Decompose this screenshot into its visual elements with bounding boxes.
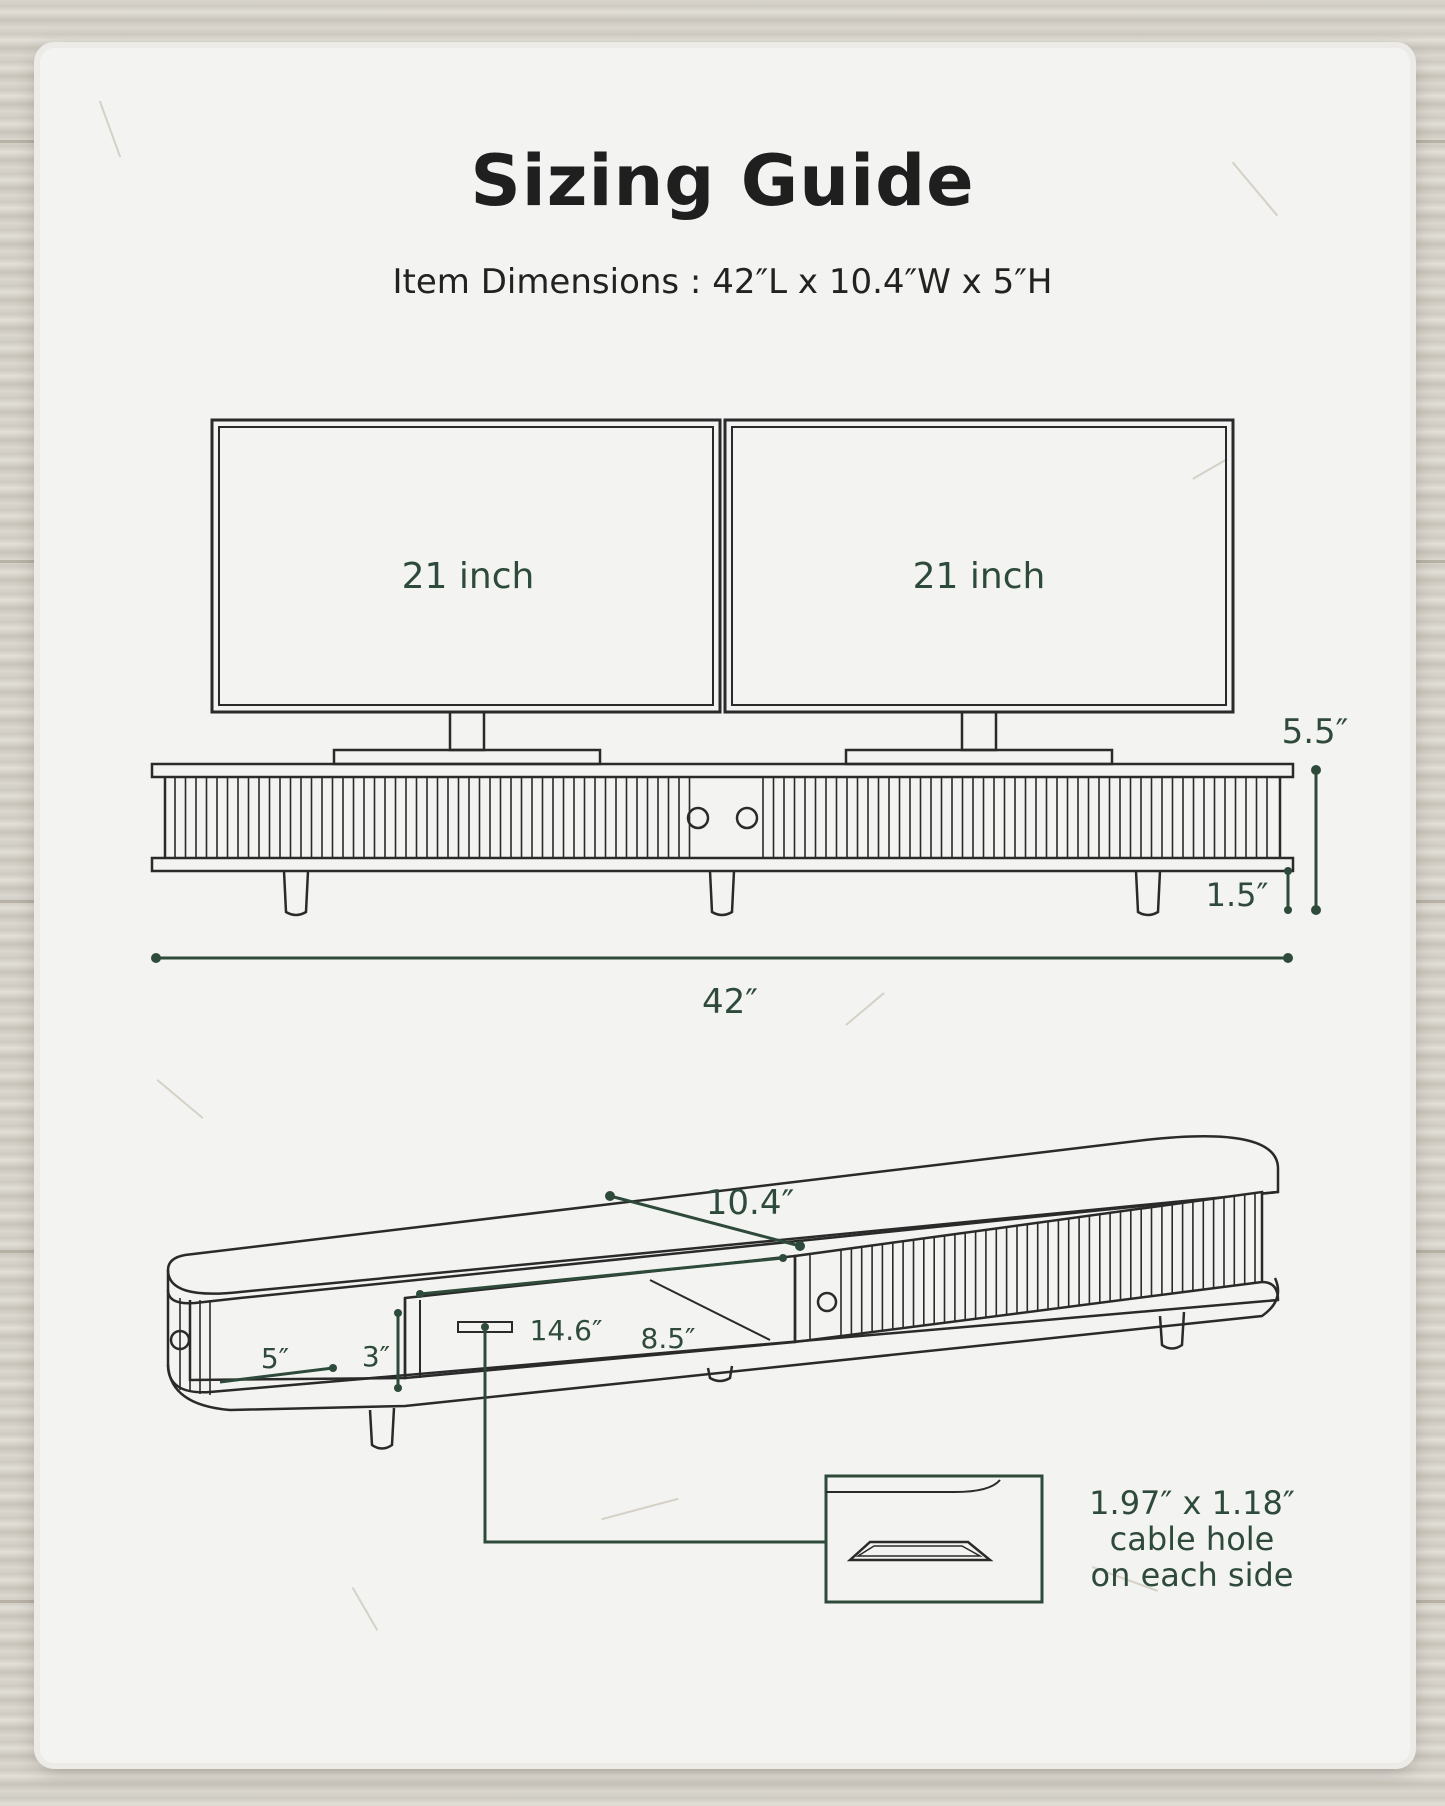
monitor-left bbox=[212, 420, 720, 764]
leg-height-label: 1.5″ bbox=[1205, 876, 1269, 914]
stand-front bbox=[152, 764, 1293, 915]
side-depth-label: 5″ bbox=[260, 1342, 290, 1375]
perspective-view bbox=[168, 1136, 1295, 1602]
leg-height-dimension bbox=[1206, 867, 1292, 914]
monitor-right-label: 21 inch bbox=[912, 556, 1046, 597]
front-view bbox=[151, 420, 1348, 1022]
shelf-depth-label: 14.6″ bbox=[529, 1314, 603, 1347]
width-label: 10.4″ bbox=[705, 1183, 795, 1223]
item-dimensions: Item Dimensions : 42″L x 10.4″W x 5″H bbox=[392, 262, 1053, 302]
length-dimension bbox=[151, 953, 1293, 1022]
page-title: Sizing Guide bbox=[470, 140, 975, 222]
side-height-label: 3″ bbox=[361, 1340, 391, 1373]
callout-line-1: 1.97″ x 1.18″ bbox=[1089, 1484, 1295, 1522]
callout-line-2: cable hole bbox=[1109, 1520, 1275, 1558]
monitor-left-label: 21 inch bbox=[401, 556, 535, 597]
monitor-right bbox=[725, 420, 1233, 764]
callout-line-3: on each side bbox=[1090, 1556, 1294, 1594]
length-label: 42″ bbox=[702, 982, 758, 1022]
height-dimension bbox=[1282, 712, 1349, 915]
cable-hole-callout bbox=[826, 1476, 1295, 1602]
height-total-label: 5.5″ bbox=[1281, 712, 1349, 752]
inner-depth-label: 8.5″ bbox=[640, 1322, 696, 1355]
